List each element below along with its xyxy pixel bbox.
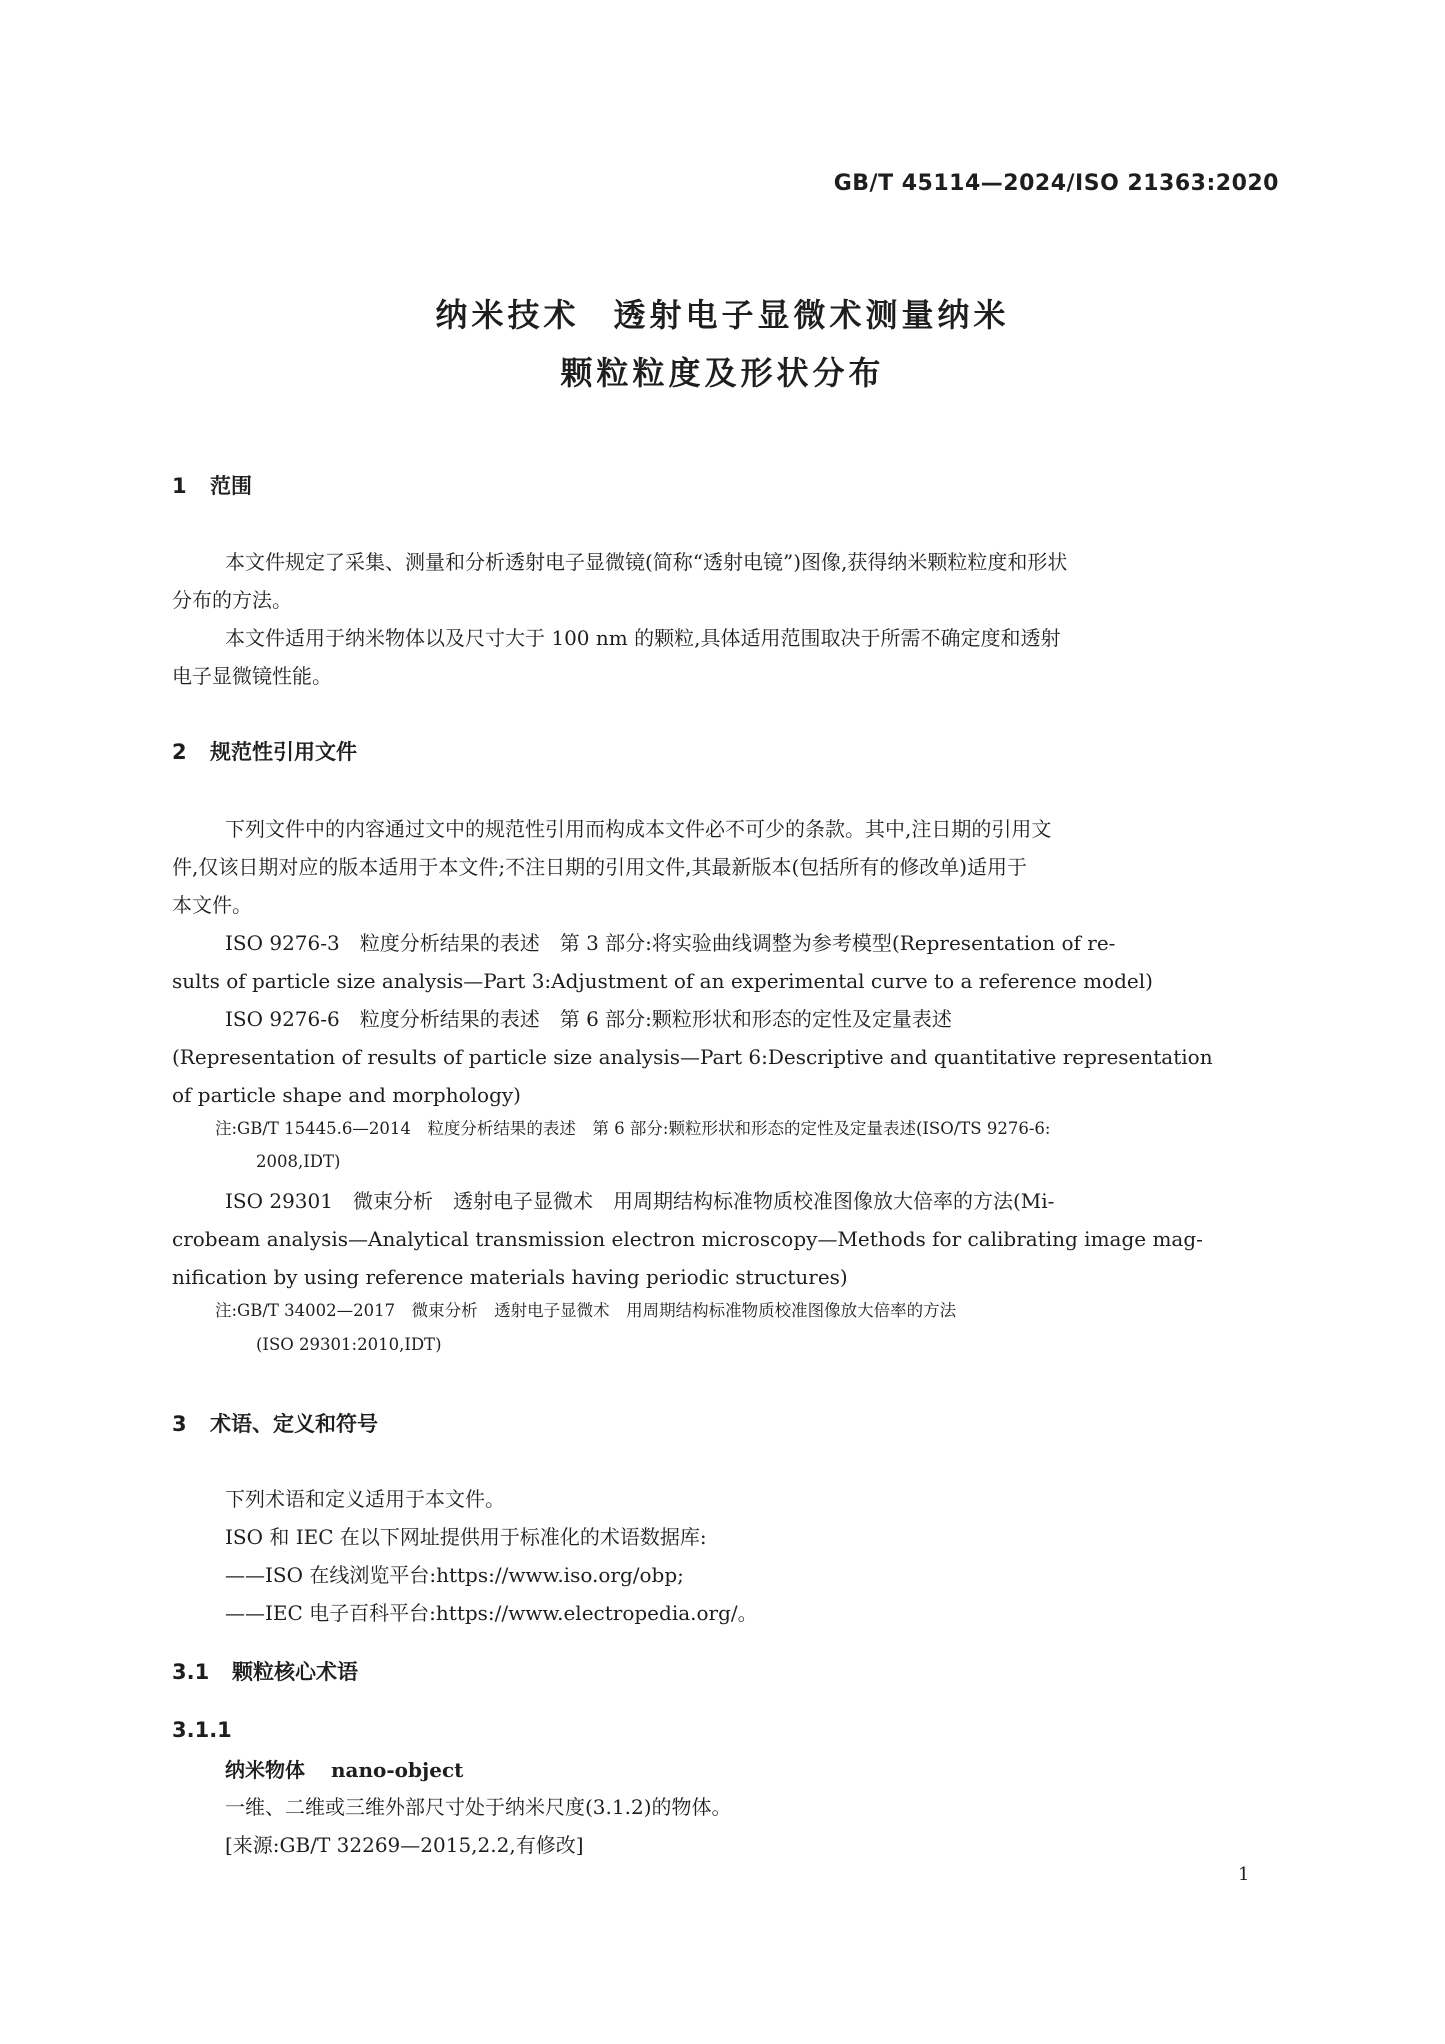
- term-3-1-1-names: [225, 1754, 463, 1783]
- section-3-line-2: ISO 和 IEC 在以下网址提供用于标准化的术语数据库:: [225, 1525, 707, 1549]
- page-number: 1: [1238, 1864, 1250, 1885]
- section-3-1-heading: [172, 1656, 358, 1686]
- term-3-1-1-number: 3.1.1: [172, 1718, 232, 1742]
- note-gb-t-34002-line-1: 注:GB/T 34002—2017 微束分析 透射电子显微术 用周期结构标准物质校准图像放大倍率的方法: [215, 1301, 957, 1320]
- section-title: 颗粒核心术语: [232, 1660, 358, 1684]
- section-number: 3: [172, 1412, 187, 1436]
- section-1-para-1-line-2: 分布的方法。: [172, 588, 292, 612]
- section-title: 术语、定义和符号: [210, 1412, 378, 1436]
- section-number: 2: [172, 740, 187, 764]
- reference-iso-9276-3-line-2: sults of particle size analysis—Part 3:Adjustment of an experimental curve to a reference model): [172, 969, 1153, 993]
- reference-iso-9276-6-line-2: (Representation of results of particle size analysis—Part 6:Descriptive and quantitative representation: [172, 1045, 1213, 1069]
- term-3-1-1-source: [来源:GB/T 32269—2015,2.2,有修改]: [225, 1833, 584, 1857]
- term-chinese-name: 纳米物体: [225, 1758, 305, 1782]
- section-2-para-line-3: 本文件。: [172, 893, 252, 917]
- section-2-heading: [172, 736, 357, 766]
- title-part-2: 透射电子显微术测量纳米: [613, 296, 1010, 334]
- note-gb-t-34002-line-2: (ISO 29301:2010,IDT): [256, 1335, 442, 1354]
- section-1-para-2-line-2: 电子显微镜性能。: [172, 664, 332, 688]
- section-title: 范围: [210, 474, 252, 498]
- iso-obp-link-line: ——ISO 在线浏览平台:https://www.iso.org/obp;: [225, 1563, 684, 1587]
- document-title-line-1: [0, 290, 1445, 336]
- term-3-1-1-definition: 一维、二维或三维外部尺寸处于纳米尺度(3.1.2)的物体。: [225, 1795, 732, 1819]
- document-title-line-2: 颗粒粒度及形状分布: [560, 354, 885, 392]
- reference-iso-9276-3-line-1: ISO 9276-3 粒度分析结果的表述 第 3 部分:将实验曲线调整为参考模型(Representation of re-: [225, 931, 1116, 955]
- section-1-heading: [172, 470, 252, 500]
- reference-iso-9276-6-line-1: ISO 9276-6 粒度分析结果的表述 第 6 部分:颗粒形状和形态的定性及定量表述: [225, 1007, 952, 1031]
- section-3-line-1: 下列术语和定义适用于本文件。: [225, 1487, 505, 1511]
- document-number-header: GB/T 45114—2024/ISO 21363:2020: [833, 171, 1279, 196]
- reference-iso-29301-line-1: ISO 29301 微束分析 透射电子显微术 用周期结构标准物质校准图像放大倍率的方法(Mi-: [225, 1189, 1055, 1213]
- reference-iso-29301-line-3: nification by using reference materials having periodic structures): [172, 1265, 848, 1289]
- note-gb-t-15445-line-1: 注:GB/T 15445.6—2014 粒度分析结果的表述 第 6 部分:颗粒形状和形态的定性及定量表述(ISO/TS 9276-6:: [215, 1119, 1051, 1138]
- title-part-1: 纳米技术: [435, 296, 580, 334]
- section-3-heading: [172, 1408, 378, 1438]
- section-title: 规范性引用文件: [210, 740, 357, 764]
- section-2-para-line-2: 件,仅该日期对应的版本适用于本文件;不注日期的引用文件,其最新版本(包括所有的修改单)适用于: [172, 855, 1028, 879]
- reference-iso-9276-6-line-3: of particle shape and morphology): [172, 1083, 521, 1107]
- section-number: 1: [172, 474, 187, 498]
- electropedia-link-line: ——IEC 电子百科平台:https://www.electropedia.org/。: [225, 1601, 758, 1625]
- section-2-para-line-1: 下列文件中的内容通过文中的规范性引用而构成本文件必不可少的条款。其中,注日期的引用文: [225, 817, 1052, 841]
- note-gb-t-15445-line-2: 2008,IDT): [256, 1152, 341, 1171]
- term-english-name: nano-object: [331, 1758, 464, 1782]
- reference-iso-29301-line-2: crobeam analysis—Analytical transmission electron microscopy—Methods for calibrating image mag-: [172, 1227, 1203, 1251]
- section-number: 3.1: [172, 1660, 210, 1684]
- section-1-para-2-line-1: 本文件适用于纳米物体以及尺寸大于 100 nm 的颗粒,具体适用范围取决于所需不确定度和透射: [225, 626, 1061, 650]
- section-1-para-1-line-1: 本文件规定了采集、测量和分析透射电子显微镜(简称“透射电镜”)图像,获得纳米颗粒粒度和形状: [225, 550, 1068, 574]
